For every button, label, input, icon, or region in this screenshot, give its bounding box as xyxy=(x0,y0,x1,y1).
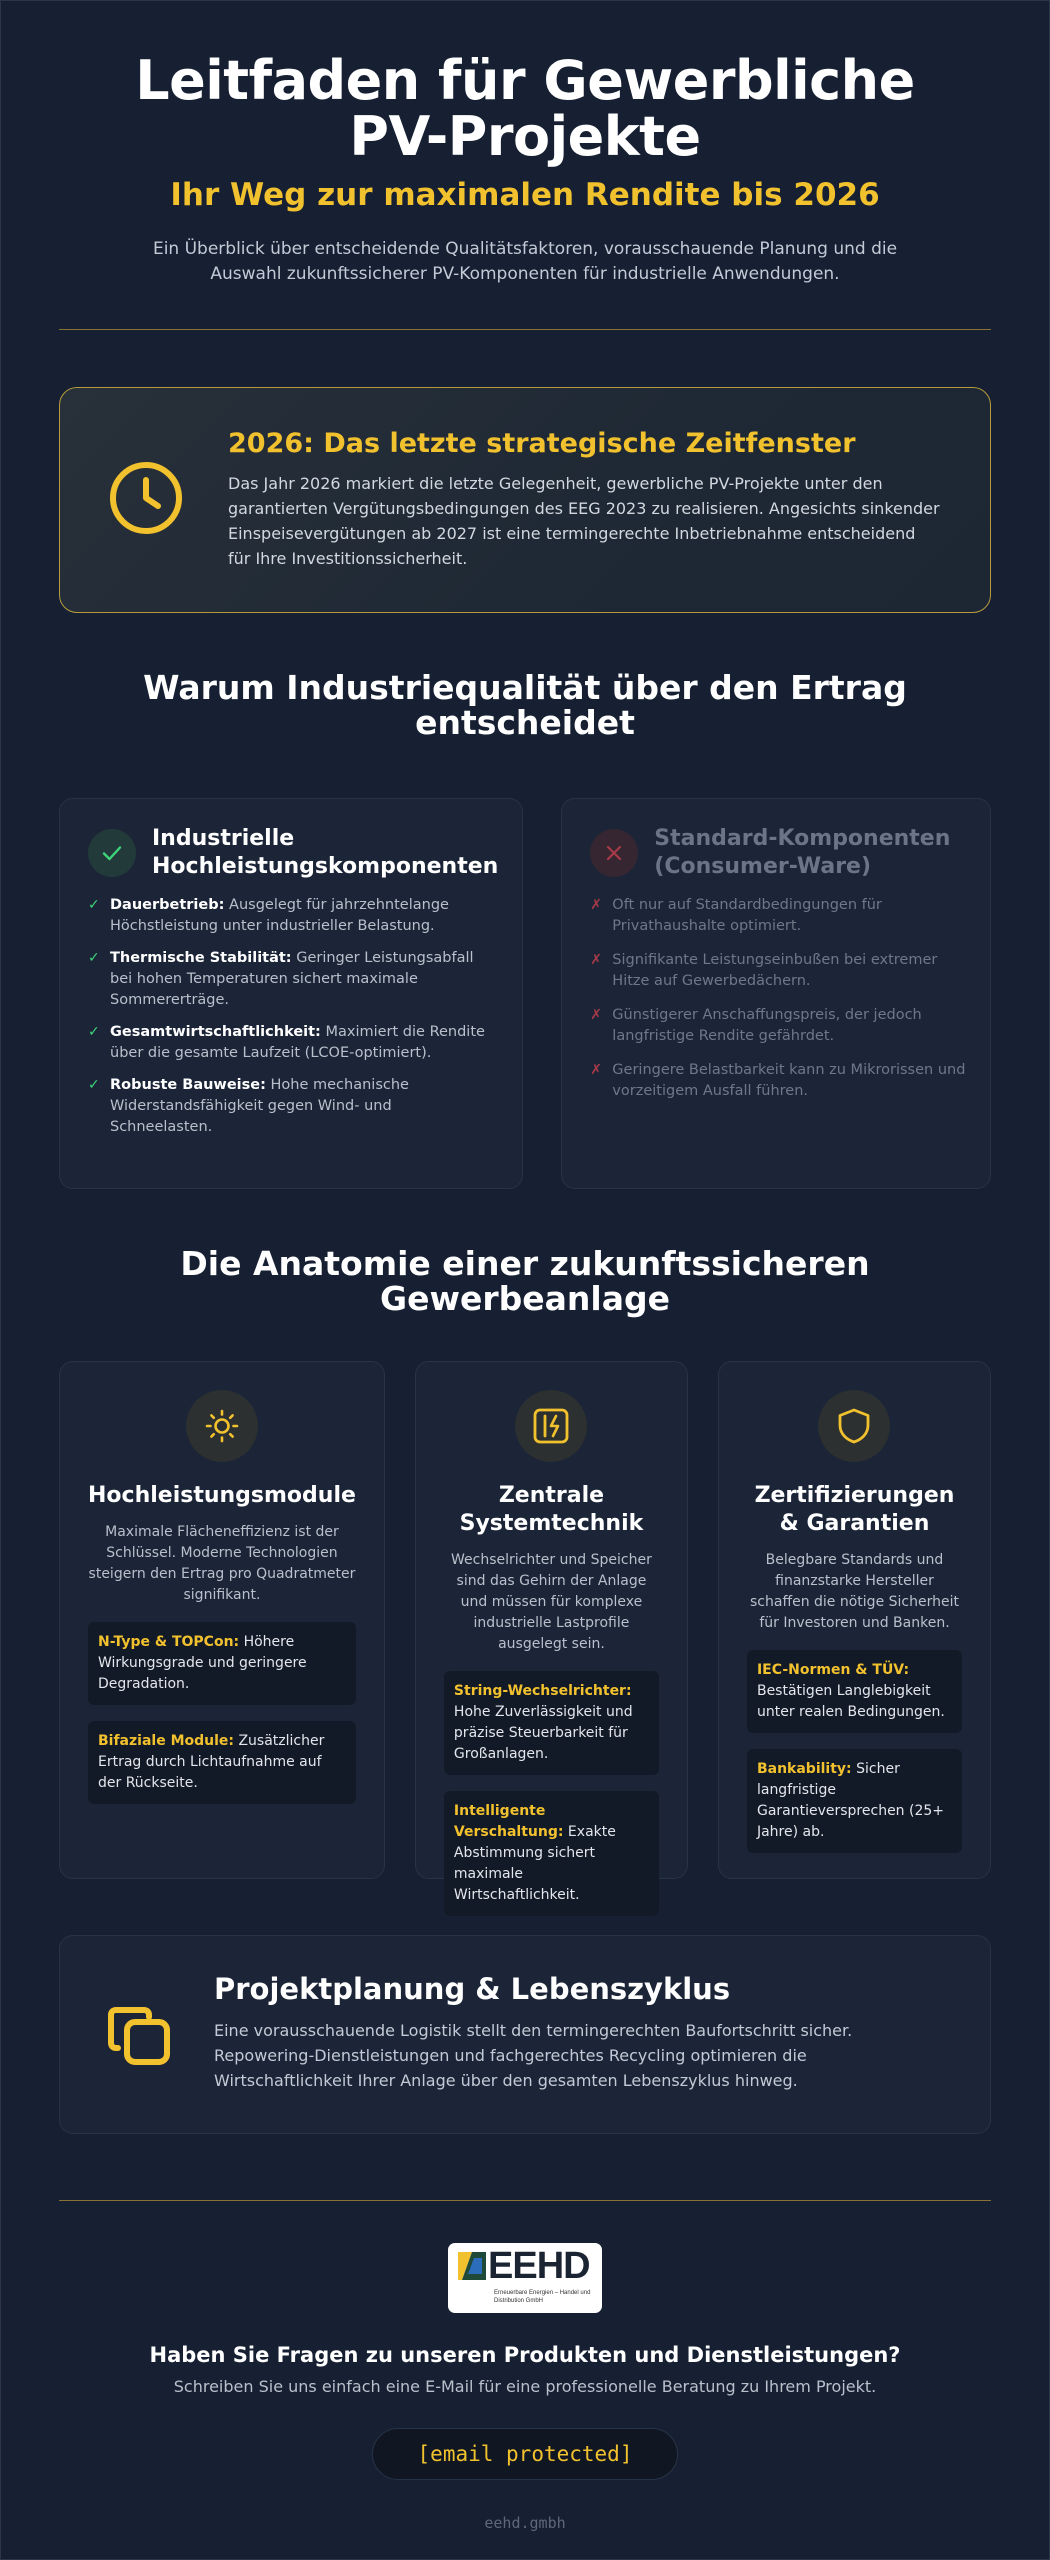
hero-header xyxy=(1,1,1049,287)
industrial-card-title: Industrielle Hochleistungskomponenten xyxy=(152,826,499,879)
logo-tagline: Erneuerbare Energien – Handel und Distribution GmbH xyxy=(494,2290,591,2304)
check-icon: ✓ xyxy=(88,950,100,966)
list-item: ✗ Signifikante Leistungseinbußen bei extremer Hitze auf Gewerbedächern. xyxy=(590,950,966,992)
industrial-components-card xyxy=(59,798,523,1189)
divider xyxy=(59,2200,991,2201)
cross-icon: ✗ xyxy=(590,897,603,913)
company-logo xyxy=(448,2243,602,2313)
contact-hint: Schreiben Sie uns einfach eine E-Mail für eine professionelle Beratung zu Ihrem Projekt. xyxy=(173,2377,877,2396)
list-item: ✓ Thermische Stabilität: Geringer Leistungsabfall bei hohen Temperaturen sichert maximale Sommererträge. xyxy=(88,948,498,1011)
contact-question: Haben Sie Fragen zu unseren Produkten und Dienstleistungen? xyxy=(149,2343,901,2367)
card-description: Wechselrichter und Speicher sind das Gehirn der Anlage und müssen für komplexe industrielle Lastprofile ausgelegt sein. xyxy=(451,1552,652,1652)
list-item: ✓ Robuste Bauweise: Hohe mechanische Widerstandsfähigkeit gegen Wind- und Schneelasten. xyxy=(88,1075,498,1138)
feature-box: N-Type & TOPCon: Höhere Wirkungsgrade und geringere Degradation. xyxy=(88,1622,356,1705)
page-title: Leitfaden für Gewerbliche PV-Projekte xyxy=(135,49,915,168)
card-title: Hochleistungsmodule xyxy=(88,1483,356,1508)
deadline-callout xyxy=(59,387,991,613)
feature-box: Bankability: Sicher langfristige Garantieversprechen (25+ Jahre) ab. xyxy=(747,1749,962,1853)
contact-section xyxy=(1,2343,1049,2396)
cross-icon: ✗ xyxy=(590,952,603,968)
logo-name: EEHD xyxy=(488,2245,590,2287)
card-title: Zertifizierungen & Garantien xyxy=(754,1483,955,1536)
lifecycle-text: Eine vorausschauende Logistik stellt den termingerechten Baufortschritt sicher. Repowering-Dienstleistungen und fachgerechtes Recycling optimieren die Wirtschaftlichkeit Ihrer Anlage über den gesamten Lebenszyklus hinweg. xyxy=(214,2021,853,2090)
check-icon: ✓ xyxy=(88,897,100,913)
anatomy-cards xyxy=(59,1361,991,1903)
lifecycle-title: Projektplanung & Lebenszyklus xyxy=(214,1972,731,2006)
power-box-icon xyxy=(515,1390,587,1462)
email-button[interactable]: [email protected] xyxy=(372,2428,678,2480)
system-technology-card xyxy=(415,1361,688,1903)
list-item: ✗ Geringere Belastbarkeit kann zu Mikrorissen und vorzeitigem Ausfall führen. xyxy=(590,1060,966,1102)
industrial-benefit-list xyxy=(88,895,498,1138)
callout-text: Das Jahr 2026 markiert die letzte Gelegenheit, gewerbliche PV-Projekte unter den garantierten Vergütungsbedingungen des EEG 2023 zu realisieren. Angesichts sinkender Einspeisevergütungen ab 2027 ist eine termingerechte Inbetriebnahme entscheidend für Ihre Investitionssicherheit. xyxy=(228,474,940,568)
logo-mark xyxy=(458,2252,486,2280)
feature-box: Bifaziale Module: Zusätzlicher Ertrag durch Lichtaufnahme auf der Rückseite. xyxy=(88,1721,356,1804)
divider xyxy=(59,329,991,330)
x-circle-icon xyxy=(590,829,638,877)
copy-icon xyxy=(102,1998,178,2074)
feature-box: IEC-Normen & TÜV: Bestätigen Langlebigkeit unter realen Bedingungen. xyxy=(747,1650,962,1733)
clock-icon xyxy=(106,458,186,538)
page-subtitle: Ihr Weg zur maximalen Rendite bis 2026 xyxy=(170,177,880,213)
certification-card xyxy=(718,1361,991,1879)
shield-icon xyxy=(818,1390,890,1462)
list-item: ✗ Günstigerer Anschaffungspreis, der jedoch langfristige Rendite gefährdet. xyxy=(590,1005,966,1047)
modules-card xyxy=(59,1361,385,1879)
domain-text: eehd.gmbh xyxy=(484,2514,566,2532)
check-icon: ✓ xyxy=(88,1077,100,1093)
card-description: Belegbare Standards und finanzstarke Hersteller schaffen die nötige Sicherheit für Investoren und Banken. xyxy=(750,1552,959,1631)
list-item: ✗ Oft nur auf Standardbedingungen für Privathaushalte optimiert. xyxy=(590,895,966,937)
list-item: ✓ Dauerbetrieb: Ausgelegt für jahrzehntelange Höchstleistung unter industrieller Belastung. xyxy=(88,895,498,937)
anatomy-section-title: Die Anatomie einer zukunftssicheren Gewerbeanlage xyxy=(180,1244,870,1318)
feature-box: Intelligente Verschaltung: Exakte Abstimmung sichert maximale Wirtschaftlichkeit. xyxy=(444,1791,659,1916)
cross-icon: ✗ xyxy=(590,1062,603,1078)
comparison xyxy=(59,798,991,1189)
intro-text: Ein Überblick über entscheidende Qualitätsfaktoren, vorausschauende Planung und die Auswahl zukunftssicherer PV-Komponenten für industrielle Anwendungen. xyxy=(152,239,898,284)
check-circle-icon xyxy=(88,829,136,877)
feature-box: String-Wechselrichter: Hohe Zuverlässigkeit und präzise Steuerbarkeit für Großanlagen. xyxy=(444,1671,659,1775)
cross-icon: ✗ xyxy=(590,1007,603,1023)
standard-drawback-list xyxy=(590,895,966,1102)
callout-title: 2026: Das letzte strategische Zeitfenster xyxy=(228,428,856,459)
card-title: Zentrale Systemtechnik xyxy=(459,1483,644,1536)
standard-components-card xyxy=(561,798,991,1189)
lifecycle-card xyxy=(59,1935,991,2134)
list-item: ✓ Gesamtwirtschaftlichkeit: Maximiert die Rendite über die gesamte Laufzeit (LCOE-optimiert). xyxy=(88,1022,498,1064)
card-description: Maximale Flächeneffizienz ist der Schlüssel. Moderne Technologien steigern den Ertrag pro Quadratmeter signifikant. xyxy=(88,1524,356,1603)
sun-icon xyxy=(186,1390,258,1462)
standard-card-title: Standard-Komponenten (Consumer-Ware) xyxy=(654,826,951,879)
check-icon: ✓ xyxy=(88,1024,100,1040)
why-section-title: Warum Industriequalität über den Ertrag entscheidet xyxy=(143,668,907,742)
